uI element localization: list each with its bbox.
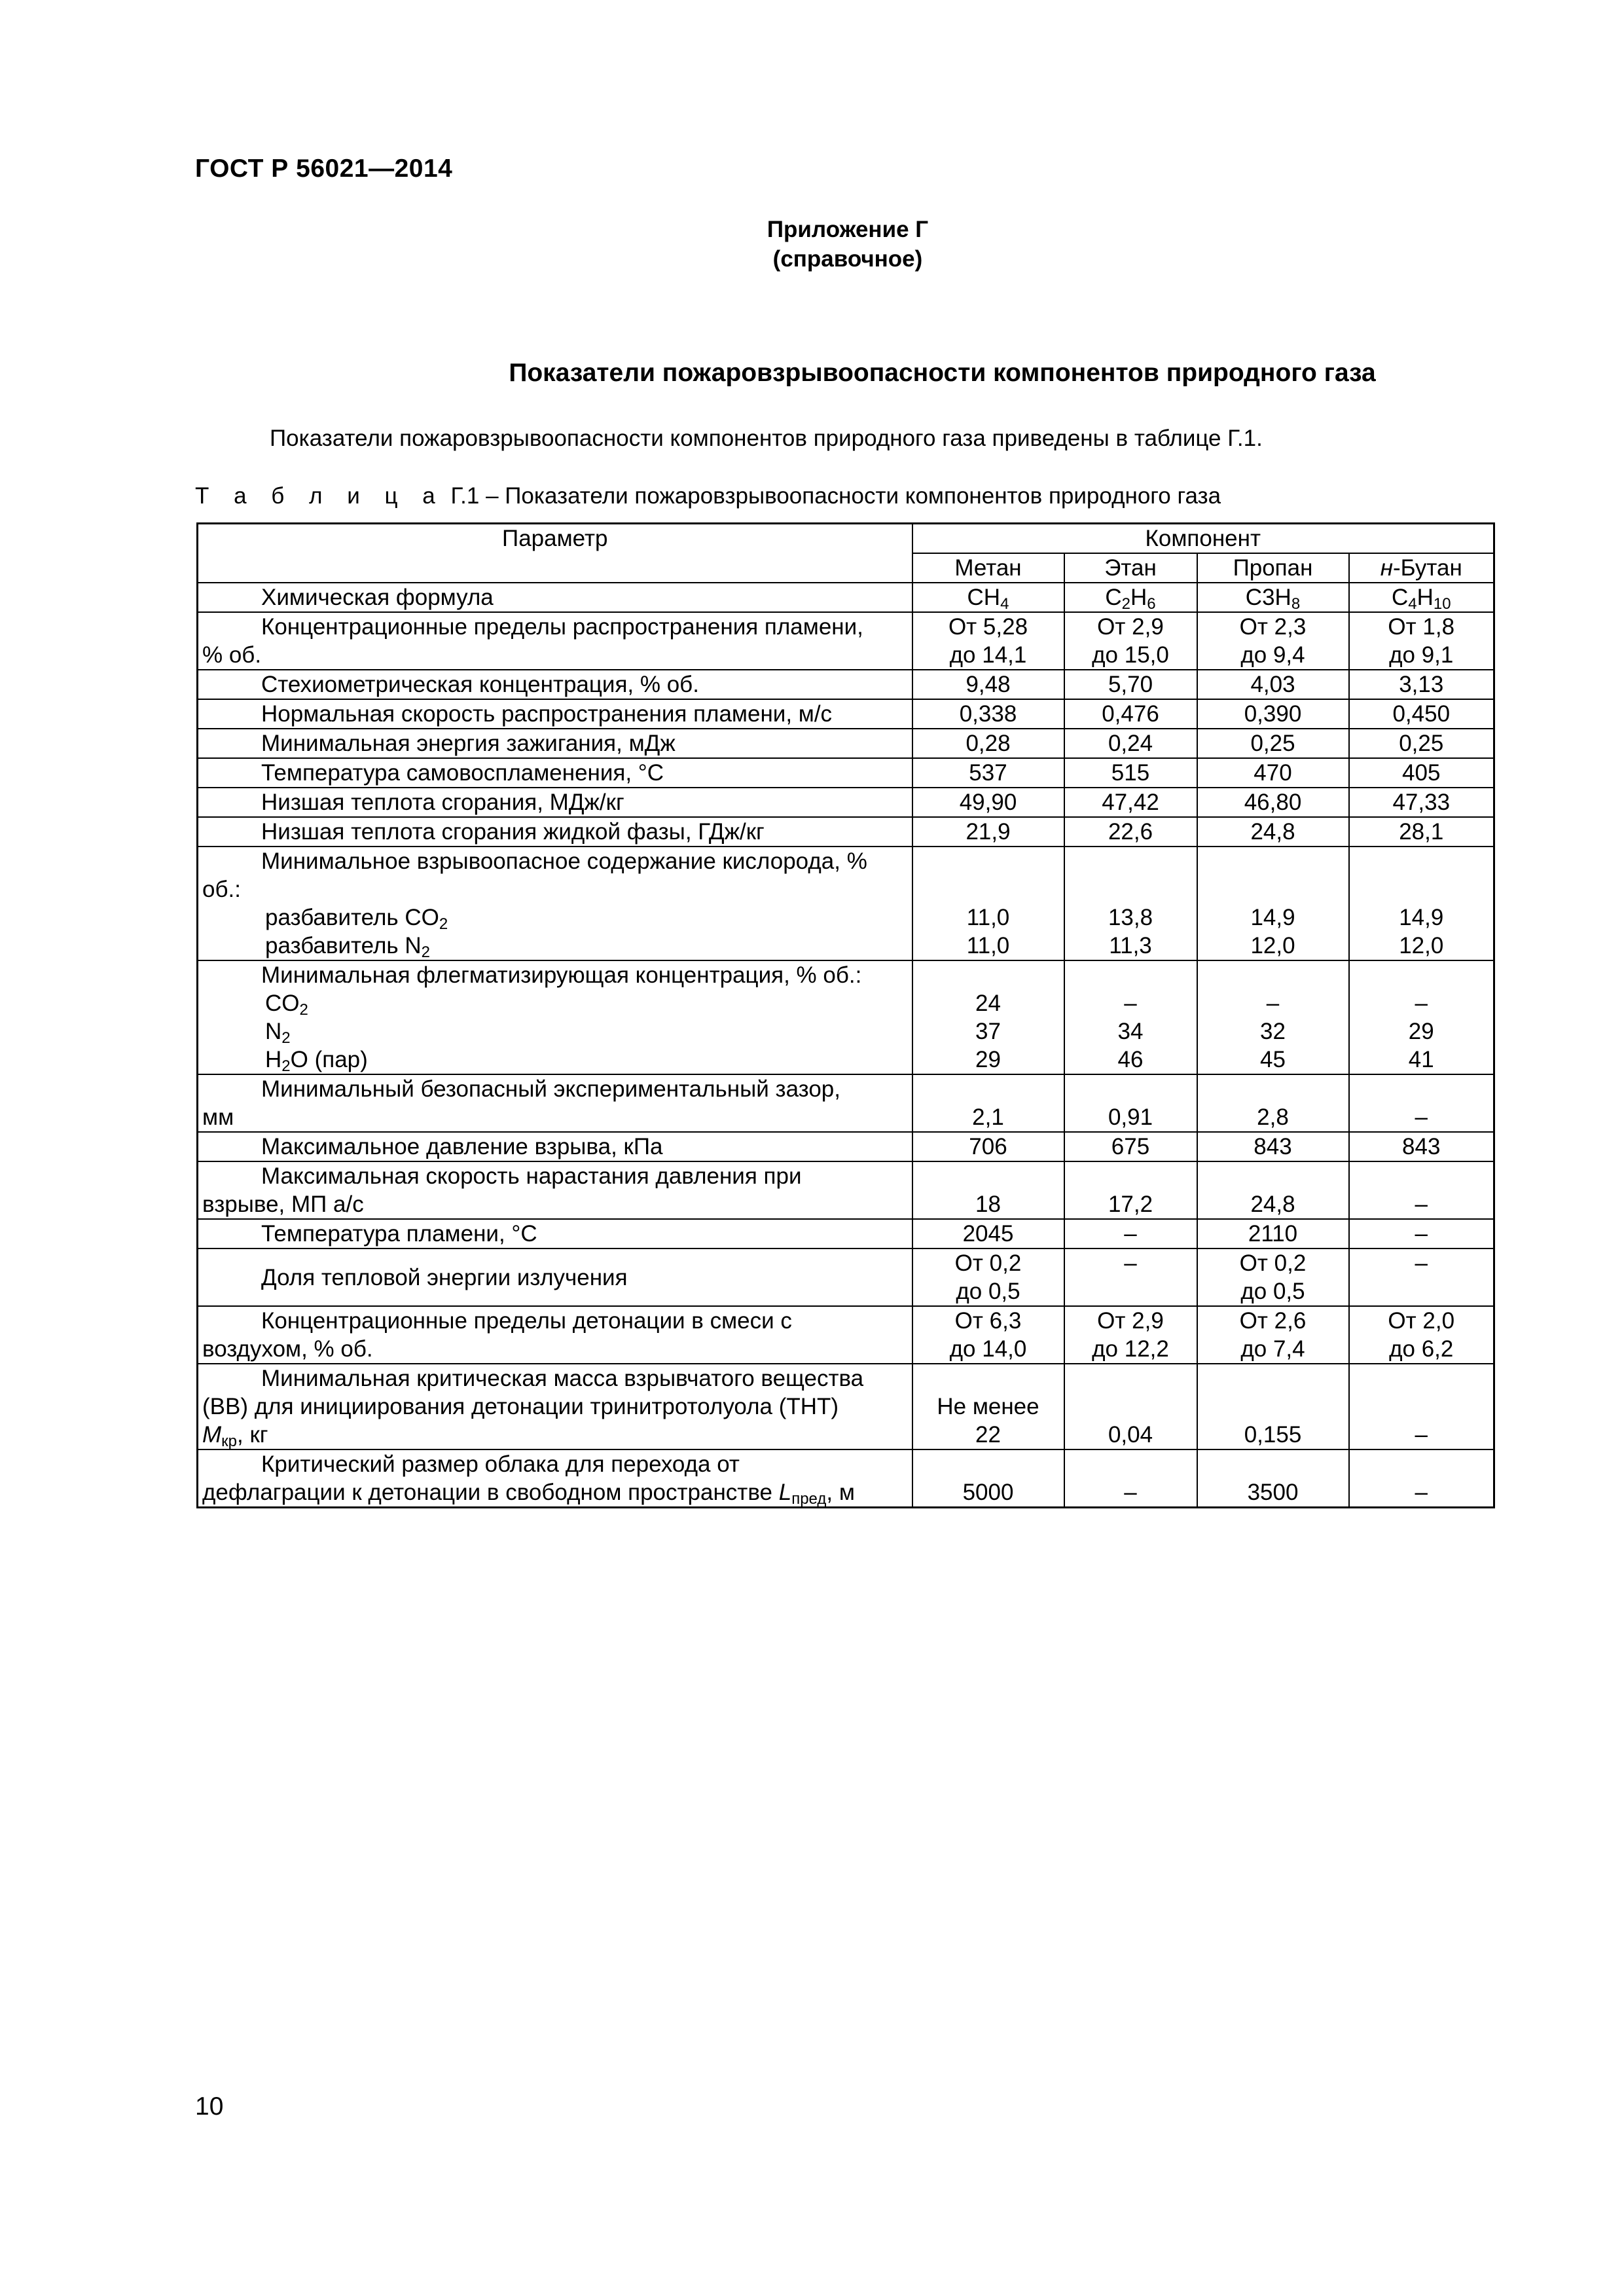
table-row bbox=[198, 758, 1494, 788]
param-cell: Доля тепловой энергии излучения bbox=[198, 1248, 912, 1306]
value-cell: 22,6 bbox=[1064, 817, 1197, 847]
value-cell: 28,1 bbox=[1349, 817, 1494, 847]
table-row bbox=[198, 1132, 1494, 1161]
col-ethane: Этан bbox=[1064, 553, 1197, 583]
param-cell bbox=[198, 960, 912, 1074]
value-line: От 2,3 bbox=[1239, 614, 1307, 640]
param-line bbox=[202, 989, 908, 1017]
value-cell: 2045 bbox=[912, 1219, 1064, 1248]
value-cell bbox=[1197, 1248, 1349, 1306]
value-cell: – bbox=[1349, 1161, 1494, 1219]
param-line: % об. bbox=[202, 642, 262, 668]
value-cell: – bbox=[1349, 1219, 1494, 1248]
formula-text: C bbox=[1391, 585, 1409, 610]
param-line: Минимальный безопасный экспериментальный зазор, bbox=[261, 1076, 840, 1102]
param-cell: Низшая теплота сгорания жидкой фазы, ГДж/кг bbox=[198, 817, 912, 847]
value-cell: 0,04 bbox=[1064, 1364, 1197, 1449]
value-cell: – bbox=[1349, 1449, 1494, 1508]
value-line: – bbox=[1415, 991, 1428, 1016]
value-cell: – bbox=[1349, 1074, 1494, 1132]
value-line: 12,0 bbox=[1250, 933, 1295, 958]
value-line: 29 bbox=[1408, 1019, 1434, 1044]
value-line: 34 bbox=[1117, 1019, 1144, 1044]
param-cell: Низшая теплота сгорания, МДж/кг bbox=[198, 788, 912, 817]
value-cell: 47,42 bbox=[1064, 788, 1197, 817]
table-row bbox=[198, 1306, 1494, 1364]
table-row bbox=[198, 612, 1494, 670]
appendix-title: Приложение Г bbox=[767, 217, 929, 242]
value-cell: – bbox=[1349, 1364, 1494, 1449]
value-cell bbox=[1349, 847, 1494, 960]
value-cell bbox=[1064, 583, 1197, 612]
value-line: 24 bbox=[975, 991, 1001, 1016]
value-line: 32 bbox=[1260, 1019, 1286, 1044]
value-cell bbox=[1197, 1306, 1349, 1364]
value-cell: 4,03 bbox=[1197, 670, 1349, 699]
table-row bbox=[198, 788, 1494, 817]
value-line: до 0,5 bbox=[956, 1279, 1020, 1304]
value-cell bbox=[1349, 1248, 1494, 1306]
table-row bbox=[198, 670, 1494, 699]
butane-prefix: н bbox=[1380, 555, 1393, 581]
param-text: дефлаграции к детонации в свободном пространстве bbox=[202, 1480, 779, 1505]
table-row bbox=[198, 729, 1494, 758]
table-row bbox=[198, 960, 1494, 1074]
value-cell bbox=[1064, 1306, 1197, 1364]
value-line: до 12,2 bbox=[1092, 1336, 1169, 1362]
gas-text: N bbox=[265, 1019, 282, 1044]
diluent-text: разбавитель CO bbox=[265, 905, 439, 930]
value-cell bbox=[912, 1248, 1064, 1306]
value-cell: – bbox=[1064, 1219, 1197, 1248]
symbol-text: L bbox=[778, 1480, 792, 1505]
document-code: ГОСТ Р 56021—2014 bbox=[195, 155, 453, 183]
table-caption-text: Г.1 – Показатели пожаровзрывоопасности компонентов природного газа bbox=[450, 483, 1221, 509]
value-cell: 0,24 bbox=[1064, 729, 1197, 758]
formula-sub: 4 bbox=[1000, 595, 1009, 613]
formula-text: H bbox=[1130, 585, 1147, 610]
param-line bbox=[202, 903, 908, 932]
value-cell: 537 bbox=[912, 758, 1064, 788]
value-cell: 0,155 bbox=[1197, 1364, 1349, 1449]
col-methane: Метан bbox=[912, 553, 1064, 583]
param-cell: Минимальная энергия зажигания, мДж bbox=[198, 729, 912, 758]
param-line: об.: bbox=[202, 877, 241, 902]
value-line: 14,9 bbox=[1399, 905, 1444, 930]
gas-sub: 2 bbox=[281, 1057, 291, 1075]
value-cell: 0,450 bbox=[1349, 699, 1494, 729]
param-cell: Максимальное давление взрыва, кПа bbox=[198, 1132, 912, 1161]
value-cell bbox=[1064, 960, 1197, 1074]
value-line: От 2,9 bbox=[1097, 614, 1164, 640]
table-row bbox=[198, 817, 1494, 847]
value-cell: 3,13 bbox=[1349, 670, 1494, 699]
table-row bbox=[198, 1449, 1494, 1508]
value-cell bbox=[1197, 583, 1349, 612]
param-line: Критический размер облака для перехода от bbox=[261, 1451, 740, 1477]
value-cell bbox=[1349, 612, 1494, 670]
table-row bbox=[198, 847, 1494, 960]
param-line bbox=[202, 932, 908, 960]
param-line: Минимальная критическая масса взрывчатого вещества bbox=[261, 1366, 864, 1391]
value-line: – bbox=[1124, 991, 1137, 1016]
value-cell: 470 bbox=[1197, 758, 1349, 788]
param-cell bbox=[198, 1306, 912, 1364]
value-line: 11,0 bbox=[966, 905, 1010, 930]
formula-sub: 10 bbox=[1433, 595, 1451, 613]
param-line: Концентрационные пределы детонации в смеси с bbox=[261, 1308, 792, 1334]
param-cell: Температура пламени, °С bbox=[198, 1219, 912, 1248]
value-cell: 843 bbox=[1349, 1132, 1494, 1161]
table-caption-prefix: Т а б л и ц а bbox=[195, 483, 444, 509]
value-cell: 2110 bbox=[1197, 1219, 1349, 1248]
value-cell bbox=[1064, 847, 1197, 960]
unit-text: , кг bbox=[237, 1422, 268, 1448]
formula-text: C bbox=[1105, 585, 1122, 610]
hazard-table bbox=[196, 522, 1495, 1508]
value-cell bbox=[912, 612, 1064, 670]
value-cell: 17,2 bbox=[1064, 1161, 1197, 1219]
value-line: – bbox=[1266, 991, 1280, 1016]
symbol-sub: пред bbox=[791, 1490, 827, 1508]
param-line bbox=[202, 1421, 908, 1449]
value-line: От 1,8 bbox=[1388, 614, 1455, 640]
param-line: Концентрационные пределы распространения пламени, bbox=[261, 614, 863, 640]
diluent-sub: 2 bbox=[439, 915, 448, 933]
formula-text: C3H bbox=[1245, 585, 1291, 610]
col-butane bbox=[1349, 553, 1494, 583]
value-cell: 405 bbox=[1349, 758, 1494, 788]
gas-text: CO bbox=[265, 991, 300, 1016]
table-row bbox=[198, 1248, 1494, 1306]
table-row bbox=[198, 583, 1494, 612]
value-cell: 5,70 bbox=[1064, 670, 1197, 699]
value-line: 45 bbox=[1260, 1047, 1286, 1072]
param-cell bbox=[198, 847, 912, 960]
value-line: до 14,0 bbox=[949, 1336, 1027, 1362]
param-cell bbox=[198, 1449, 912, 1508]
value-line: – bbox=[1124, 1250, 1137, 1276]
value-cell: 47,33 bbox=[1349, 788, 1494, 817]
param-line: воздухом, % об. bbox=[202, 1336, 373, 1362]
value-line: От 2,9 bbox=[1097, 1308, 1164, 1334]
value-line: От 0,2 bbox=[954, 1250, 1022, 1276]
value-cell bbox=[1349, 960, 1494, 1074]
formula-sub: 8 bbox=[1291, 595, 1301, 613]
param-cell: Стехиометрическая концентрация, % об. bbox=[198, 670, 912, 699]
appendix-heading bbox=[0, 215, 1624, 274]
value-cell: 0,28 bbox=[912, 729, 1064, 758]
value-line: 41 bbox=[1408, 1047, 1434, 1072]
diluent-text: разбавитель N bbox=[265, 933, 422, 958]
value-cell bbox=[912, 1364, 1064, 1449]
value-cell: 675 bbox=[1064, 1132, 1197, 1161]
value-line: От 5,28 bbox=[948, 614, 1028, 640]
value-cell bbox=[1349, 1306, 1494, 1364]
butane-name: -Бутан bbox=[1392, 555, 1462, 581]
table-row bbox=[198, 1219, 1494, 1248]
value-cell bbox=[912, 1306, 1064, 1364]
value-cell: 0,91 bbox=[1064, 1074, 1197, 1132]
component-header: Компонент bbox=[912, 524, 1494, 554]
value-line: 13,8 bbox=[1108, 905, 1153, 930]
value-cell: 2,8 bbox=[1197, 1074, 1349, 1132]
value-line: до 6,2 bbox=[1389, 1336, 1454, 1362]
value-line: до 9,4 bbox=[1240, 642, 1305, 668]
param-line: (ВВ) для инициирования детонации тринитротолуола (ТНТ) bbox=[202, 1394, 839, 1419]
param-line: Минимальная флегматизирующая концентрация, % об.: bbox=[261, 962, 862, 988]
param-line: Минимальное взрывоопасное содержание кислорода, % bbox=[261, 848, 867, 874]
value-cell: 24,8 bbox=[1197, 817, 1349, 847]
param-line: взрыве, МП а/с bbox=[202, 1192, 364, 1217]
col-propane: Пропан bbox=[1197, 553, 1349, 583]
value-cell bbox=[1349, 583, 1494, 612]
value-line: От 0,2 bbox=[1239, 1250, 1307, 1276]
param-line: мм bbox=[202, 1104, 234, 1130]
appendix-type: (справочное) bbox=[772, 246, 923, 272]
value-cell: 49,90 bbox=[912, 788, 1064, 817]
intro-paragraph: Показатели пожаровзрывоопасности компонентов природного газа приведены в таблице Г.1. bbox=[270, 426, 1263, 451]
value-line: От 2,0 bbox=[1388, 1308, 1455, 1334]
value-cell bbox=[1064, 612, 1197, 670]
table-row bbox=[198, 1074, 1494, 1132]
param-line: Максимальная скорость нарастания давления при bbox=[261, 1163, 802, 1189]
value-line: 46 bbox=[1117, 1047, 1144, 1072]
value-cell bbox=[1197, 847, 1349, 960]
value-cell: – bbox=[1064, 1449, 1197, 1508]
value-cell: 3500 bbox=[1197, 1449, 1349, 1508]
param-cell bbox=[198, 1074, 912, 1132]
param-cell bbox=[198, 1364, 912, 1449]
value-line: до 9,1 bbox=[1389, 642, 1454, 668]
value-line: От 2,6 bbox=[1239, 1308, 1307, 1334]
value-cell: 24,8 bbox=[1197, 1161, 1349, 1219]
formula-text: CH bbox=[967, 585, 1001, 610]
value-line: до 0,5 bbox=[1240, 1279, 1305, 1304]
symbol-sub: кр bbox=[221, 1432, 238, 1450]
formula-text: H bbox=[1416, 585, 1434, 610]
value-cell: 843 bbox=[1197, 1132, 1349, 1161]
value-line: до 15,0 bbox=[1092, 642, 1169, 668]
param-line bbox=[202, 1046, 908, 1074]
value-line: 11,3 bbox=[1109, 933, 1152, 958]
param-cell: Температура самовоспламенения, °С bbox=[198, 758, 912, 788]
value-cell bbox=[1197, 960, 1349, 1074]
gas-sub: 2 bbox=[299, 1001, 308, 1019]
param-cell: Химическая формула bbox=[198, 583, 912, 612]
value-cell: 0,25 bbox=[1197, 729, 1349, 758]
section-title: Показатели пожаровзрывоопасности компонентов природного газа bbox=[509, 359, 1376, 387]
param-cell bbox=[198, 612, 912, 670]
header-row bbox=[198, 524, 1494, 554]
param-cell bbox=[198, 1161, 912, 1219]
table-caption bbox=[195, 483, 1221, 509]
value-cell bbox=[912, 960, 1064, 1074]
value-line: 12,0 bbox=[1399, 933, 1444, 958]
value-cell: 706 bbox=[912, 1132, 1064, 1161]
value-line: до 7,4 bbox=[1240, 1336, 1305, 1362]
table-row bbox=[198, 1364, 1494, 1449]
value-line: 37 bbox=[975, 1019, 1001, 1044]
value-cell: 2,1 bbox=[912, 1074, 1064, 1132]
value-cell bbox=[1064, 1248, 1197, 1306]
value-cell: 0,476 bbox=[1064, 699, 1197, 729]
gas-sub: 2 bbox=[281, 1029, 291, 1047]
param-line bbox=[202, 1017, 908, 1046]
param-cell: Нормальная скорость распространения пламени, м/с bbox=[198, 699, 912, 729]
value-cell: 18 bbox=[912, 1161, 1064, 1219]
table-row bbox=[198, 1161, 1494, 1219]
value-line: 11,0 bbox=[966, 933, 1010, 958]
value-cell: 9,48 bbox=[912, 670, 1064, 699]
value-cell: 5000 bbox=[912, 1449, 1064, 1508]
value-line: – bbox=[1415, 1250, 1428, 1276]
formula-sub: 2 bbox=[1121, 595, 1130, 613]
table-row bbox=[198, 699, 1494, 729]
value-cell: 515 bbox=[1064, 758, 1197, 788]
value-cell: 0,338 bbox=[912, 699, 1064, 729]
value-cell: 21,9 bbox=[912, 817, 1064, 847]
symbol-text: M bbox=[202, 1422, 222, 1448]
gas-text: O (пар) bbox=[290, 1047, 368, 1072]
param-header: Параметр bbox=[198, 524, 912, 583]
param-line bbox=[202, 1478, 908, 1506]
value-line: 22 bbox=[975, 1422, 1001, 1448]
gas-text: H bbox=[265, 1047, 282, 1072]
formula-sub: 4 bbox=[1408, 595, 1417, 613]
value-line: 14,9 bbox=[1250, 905, 1295, 930]
formula-sub: 6 bbox=[1147, 595, 1156, 613]
value-cell: 0,25 bbox=[1349, 729, 1494, 758]
page-number: 10 bbox=[195, 2092, 224, 2121]
value-line: до 14,1 bbox=[949, 642, 1027, 668]
value-line: Не менее bbox=[937, 1394, 1039, 1419]
value-cell bbox=[912, 583, 1064, 612]
unit-text: , м bbox=[826, 1480, 855, 1505]
value-cell: 46,80 bbox=[1197, 788, 1349, 817]
value-cell bbox=[912, 847, 1064, 960]
value-line: 29 bbox=[975, 1047, 1001, 1072]
value-cell: 0,390 bbox=[1197, 699, 1349, 729]
value-cell bbox=[1197, 612, 1349, 670]
value-line: От 6,3 bbox=[954, 1308, 1022, 1334]
diluent-sub: 2 bbox=[421, 943, 431, 961]
